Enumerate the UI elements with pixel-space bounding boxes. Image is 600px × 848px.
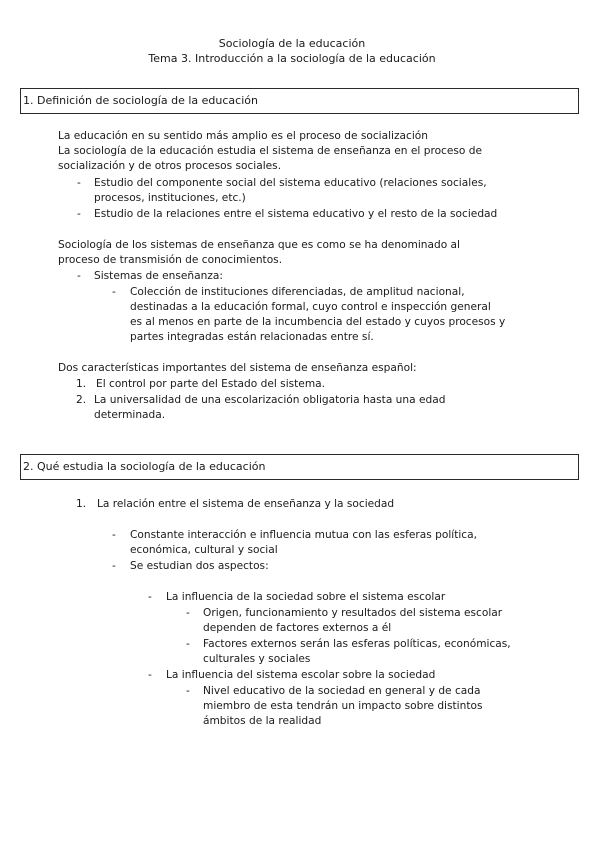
sub-bullet-line: destinadas a la educación formal, cuyo control e inspección general [130,301,491,313]
bullet-dash: - [77,208,81,220]
bullet-dash: - [112,529,116,541]
sub-sub-bullet-dash: - [186,607,190,619]
sub-sub-bullet-line: culturales y sociales [203,653,311,665]
sub-bullet-line: partes integradas están relacionadas entre sí. [130,331,374,343]
document-title: Sociología de la educación [218,37,366,50]
sub-bullet-line: Colección de instituciones diferenciadas, de amplitud nacional, [130,286,465,298]
paragraph-line: La sociología de la educación estudia el sistema de enseñanza en el proceso de [58,145,482,157]
section-2-heading: 2. Qué estudia la sociología de la educación [20,454,579,480]
sub-sub-bullet-dash: - [186,638,190,650]
sub-bullet-line: La influencia del sistema escolar sobre la sociedad [166,669,436,681]
list-number: 2. [76,394,87,406]
list-number: 1. [76,378,87,390]
paragraph-line: La educación en su sentido más amplio es el proceso de socialización [58,130,429,142]
bullet-dash: - [77,177,81,189]
bullet-line: Constante interacción e influencia mutua con las esferas política, [130,529,477,541]
sub-sub-bullet-line: dependen de factores externos a él [203,622,392,634]
sub-bullet-dash: - [112,286,116,298]
sub-bullet-line: La influencia de la sociedad sobre el sistema escolar [166,591,446,603]
bullet-line: Se estudian dos aspectos: [130,560,269,572]
sub-bullet-dash: - [148,669,152,681]
sub-sub-bullet-line: Nivel educativo de la sociedad en general y de cada [203,685,481,697]
sub-sub-bullet-line: Origen, funcionamiento y resultados del sistema escolar [203,607,503,619]
bullet-line: procesos, instituciones, etc.) [94,192,246,204]
numbered-item-line: La universalidad de una escolarización obligatoria hasta una edad [94,394,446,406]
list-number: 1. [76,498,87,510]
sub-sub-bullet-line: miembro de esta tendrán un impacto sobre distintos [203,700,483,712]
document-subtitle: Tema 3. Introducción a la sociología de la educación [148,52,436,65]
numbered-item-line: La relación entre el sistema de enseñanza y la sociedad [97,498,395,510]
sub-sub-bullet-line: Factores externos serán las esferas políticas, económicas, [203,638,511,650]
paragraph-line: Dos características importantes del sistema de enseñanza español: [58,362,417,374]
sub-sub-bullet-line: ámbitos de la realidad [203,715,322,727]
sub-bullet-line: es al menos en parte de la incumbencia del estado y cuyos procesos y [130,316,506,328]
bullet-line: económica, cultural y social [130,544,278,556]
section-1-heading: 1. Definición de sociología de la educación [20,88,579,114]
bullet-dash: - [77,270,81,282]
paragraph-line: Sociología de los sistemas de enseñanza que es como se ha denominado al [58,239,460,251]
numbered-item-line: determinada. [94,409,166,421]
sub-sub-bullet-dash: - [186,685,190,697]
sub-bullet-dash: - [148,591,152,603]
bullet-dash: - [112,560,116,572]
paragraph-line: proceso de transmisión de conocimientos. [58,254,283,266]
bullet-line: Estudio de la relaciones entre el sistema educativo y el resto de la sociedad [94,208,498,220]
numbered-item-line: El control por parte del Estado del sistema. [96,378,326,390]
bullet-line: Estudio del componente social del sistema educativo (relaciones sociales, [94,177,487,189]
bullet-line: Sistemas de enseñanza: [94,270,223,282]
paragraph-line: socialización y de otros procesos sociales. [58,160,282,172]
